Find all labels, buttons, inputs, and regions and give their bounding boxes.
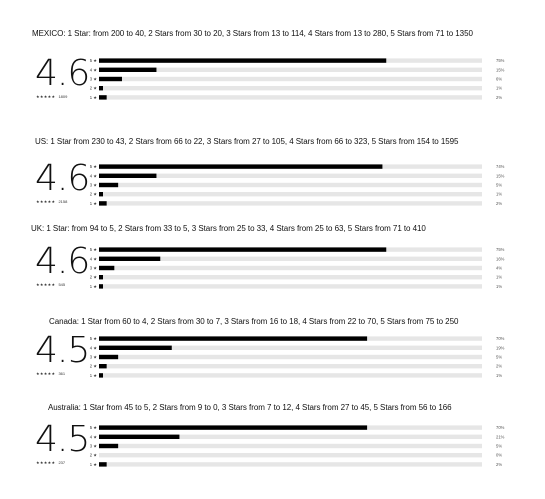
bar-value-label: 1%: [496, 85, 503, 91]
bar-value-label: 5%: [496, 182, 503, 188]
bar: [99, 462, 107, 466]
bar-value-label: 1%: [496, 191, 503, 197]
bar: [99, 336, 367, 340]
bar-value-label: 2%: [496, 461, 503, 467]
star-level-label: 1 ★: [89, 200, 97, 206]
bar-value-label: 0%: [496, 452, 503, 458]
bar-value-label: 6%: [496, 76, 503, 82]
bar-value-label: 2%: [496, 363, 503, 369]
rating-bars: [0, 247, 545, 297]
bar-track: [99, 86, 482, 90]
bar: [99, 364, 107, 368]
bar-value-label: 75%: [496, 247, 505, 253]
bar-track: [99, 444, 482, 448]
bar-track: [99, 183, 482, 187]
star-level-label: 4 ★: [89, 434, 97, 440]
bar-track: [99, 355, 482, 359]
bar-value-label: 5%: [496, 354, 503, 360]
bar: [99, 257, 160, 261]
bar-value-label: 21%: [496, 434, 505, 440]
star-level-label: 4 ★: [89, 345, 97, 351]
bar-value-label: 1%: [496, 372, 503, 378]
star-rating-icon: ★★★★★: [36, 94, 56, 99]
star-level-label: 2 ★: [89, 363, 97, 369]
review-count: 1809: [58, 94, 68, 99]
bar: [99, 77, 122, 81]
chart-title: Canada: 1 Star from 60 to 4, 2 Stars from 30 to 7, 3 Stars from 16 to 18, 4 Stars from 22 to 70, 5 Stars from 75 to 250: [49, 317, 459, 326]
bar-value-label: 4%: [496, 265, 503, 271]
star-level-label: 2 ★: [89, 452, 97, 458]
star-level-label: 5 ★: [89, 164, 97, 170]
star-level-label: 3 ★: [89, 354, 97, 360]
bar-value-label: 2%: [496, 200, 503, 206]
star-level-label: 1 ★: [89, 372, 97, 378]
star-level-label: 4 ★: [89, 173, 97, 179]
bar-track: [99, 77, 482, 81]
bar-track: [99, 364, 482, 368]
rating-bars: [0, 164, 545, 214]
star-level-label: 1 ★: [89, 283, 97, 289]
bar: [99, 164, 382, 168]
bar-value-label: 1%: [496, 283, 503, 289]
average-rating: 4.5: [35, 419, 90, 460]
star-level-label: 5 ★: [89, 336, 97, 342]
star-level-label: 3 ★: [89, 76, 97, 82]
bar: [99, 346, 172, 350]
bar: [99, 86, 103, 90]
rating-bars: [0, 336, 545, 386]
chart-title: MEXICO: 1 Star: from 200 to 40, 2 Stars from 30 to 20, 3 Stars from 13 to 114, 4 Stars from 13 to 280, 5 Stars from 71 to 1350: [32, 29, 473, 38]
bar: [99, 355, 118, 359]
star-level-label: 1 ★: [89, 461, 97, 467]
bar-value-label: 16%: [496, 256, 505, 262]
bar: [99, 425, 367, 429]
bar-value-label: 75%: [496, 58, 505, 64]
star-level-label: 5 ★: [89, 247, 97, 253]
bar: [99, 192, 103, 196]
star-level-label: 3 ★: [89, 265, 97, 271]
rating-bars: [0, 53, 545, 108]
star-level-label: 5 ★: [89, 58, 97, 64]
bar: [99, 58, 386, 62]
rating-bars: [0, 425, 545, 475]
bar-track: [99, 192, 482, 196]
bar-value-label: 74%: [496, 164, 505, 170]
bar-value-label: 15%: [496, 67, 505, 73]
chart-title: UK: 1 Star: from 94 to 5, 2 Stars from 33 to 5, 3 Stars from 25 to 33, 4 Stars from 25 to 63, 5 Stars from 71 to 410: [31, 224, 426, 233]
bar-value-label: 70%: [496, 336, 505, 342]
bar-track: [99, 201, 482, 205]
star-level-label: 3 ★: [89, 182, 97, 188]
bar: [99, 266, 114, 270]
star-level-label: 2 ★: [89, 274, 97, 280]
bar: [99, 201, 107, 205]
star-level-label: 5 ★: [89, 425, 97, 431]
bar-track: [99, 284, 482, 288]
bar-value-label: 5%: [496, 443, 503, 449]
chart-title: Australia: 1 Star from 45 to 5, 2 Stars from 9 to 0, 3 Stars from 7 to 12, 4 Stars from 27 to 45, 5 Stars from 56 to 166: [48, 403, 452, 412]
bar-track: [99, 373, 482, 377]
star-level-label: 4 ★: [89, 256, 97, 262]
bar-value-label: 15%: [496, 173, 505, 179]
bar: [99, 183, 118, 187]
review-count: 237: [58, 460, 66, 465]
star-level-label: 1 ★: [89, 94, 97, 100]
average-rating: 4.6: [35, 241, 90, 282]
bar: [99, 435, 179, 439]
bar-track: [99, 462, 482, 466]
bar-value-label: 19%: [496, 345, 505, 351]
bar: [99, 373, 103, 377]
bar: [99, 275, 103, 279]
star-rating-icon: ★★★★★: [36, 282, 56, 287]
bar-value-label: 2%: [496, 94, 503, 100]
average-rating: 4.6: [35, 158, 90, 199]
star-rating-icon: ★★★★★: [36, 460, 56, 465]
star-rating-icon: ★★★★★: [36, 199, 56, 204]
bar-value-label: 70%: [496, 425, 505, 431]
review-count: 545: [58, 282, 66, 287]
bar: [99, 95, 107, 99]
star-level-label: 2 ★: [89, 85, 97, 91]
bar: [99, 68, 156, 72]
bar-track: [99, 266, 482, 270]
star-level-label: 3 ★: [89, 443, 97, 449]
bar-track: [99, 95, 482, 99]
bar-track: [99, 275, 482, 279]
star-rating-icon: ★★★★★: [36, 371, 56, 376]
average-rating: 4.5: [35, 330, 90, 371]
chart-title: US: 1 Star from 230 to 43, 2 Stars from 66 to 22, 3 Stars from 27 to 105, 4 Stars from 66 to 323, 5 Stars from 154 to 1595: [35, 137, 459, 146]
bar-track: [99, 453, 482, 457]
average-rating: 4.6: [35, 53, 90, 94]
review-count: 361: [58, 371, 66, 376]
review-count: 2158: [58, 199, 68, 204]
bar: [99, 174, 156, 178]
star-level-label: 4 ★: [89, 67, 97, 73]
bar: [99, 284, 103, 288]
bar: [99, 247, 386, 251]
star-level-label: 2 ★: [89, 191, 97, 197]
bar: [99, 444, 118, 448]
bar-value-label: 1%: [496, 274, 503, 280]
